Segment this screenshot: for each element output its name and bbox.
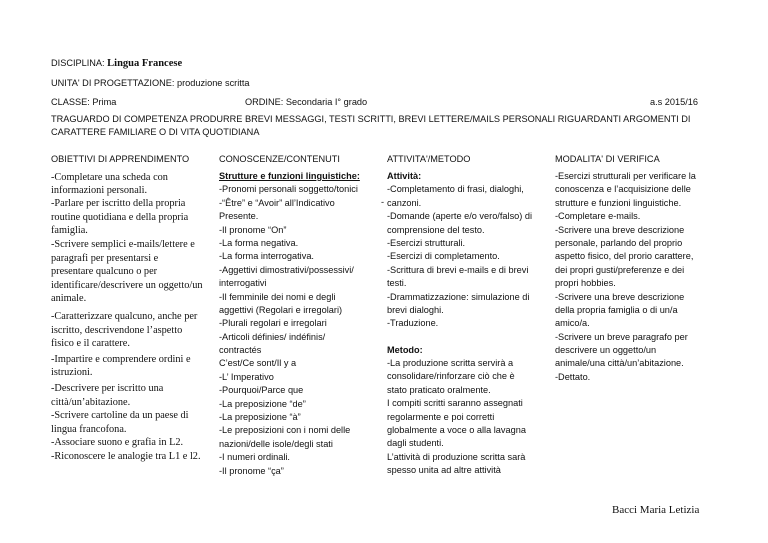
modalita-line: strutture e funzioni linguistiche. <box>555 197 682 208</box>
obiettivi-line: istruzioni. <box>51 367 93 379</box>
metodo-line: I compiti scritti saranno assegnati <box>387 398 523 409</box>
heading-obiettivi: OBIETTIVI DI APPRENDIMENTO <box>51 154 190 164</box>
obiettivi-line: fisico e il carattere. <box>51 338 130 350</box>
modalita-line: dei propri gusti/preferenze e dei <box>555 264 685 275</box>
obiettivi-line: lingua francofona. <box>51 423 127 435</box>
conoscenze-line: -Plurali regolari e irregolari <box>219 318 327 329</box>
modalita-line: -Completare e-mails. <box>555 211 641 222</box>
attivita-line: -Drammatizzazione: simulazione di <box>387 291 530 302</box>
obiettivi-line: -Scrivere semplici e-mails/lettere e <box>51 238 195 250</box>
conoscenze-line: -L’ Imperativo <box>219 371 274 382</box>
metodo-line: -La produzione scritta servirà a <box>387 358 514 369</box>
obiettivi-line: presentare qualcuno o per <box>51 266 158 278</box>
conoscenze-line: aggettivi (Regolari e irregolari) <box>219 304 343 315</box>
modalita-line: descrivere un oggetto/un <box>555 345 657 356</box>
conoscenze-line: -I numeri ordinali. <box>219 452 290 463</box>
modalita-line: -Scrivere un breve paragrafo per <box>555 331 688 342</box>
obiettivi-line: -Scrivere cartoline da un paese di <box>51 410 189 422</box>
conoscenze-line: nazioni/delle isole/degli stati <box>219 438 333 449</box>
modalita-line: animale/una città/un’abitazione. <box>555 358 684 369</box>
modalita-line: aspetto fisico, del prorio carattere, <box>555 251 694 262</box>
attivita-line: testi. <box>387 278 407 289</box>
conoscenze-line: -La preposizione “à” <box>219 412 301 423</box>
metodo-title: Metodo: <box>387 344 423 355</box>
modalita-line: -Scrivere una breve descrizione <box>555 224 685 235</box>
disciplina-value: Lingua Francese <box>107 58 183 69</box>
obiettivi-line: identificare/descrivere un oggetto/un <box>51 279 203 291</box>
attivita-line: -Esercizi strutturali. <box>387 237 466 248</box>
conoscenze-title: Strutture e funzioni linguistiche: <box>219 171 360 181</box>
obiettivi-line: -Completare una scheda con <box>51 172 168 183</box>
metodo-line: dagli studenti. <box>387 438 444 449</box>
heading-modalita: MODALITA' DI VERIFICA <box>555 154 660 164</box>
attivita-column <box>387 170 555 478</box>
conoscenze-line: -Pourquoi/Parce que <box>219 385 304 396</box>
metodo-line: regolarmente e poi corretti <box>387 411 495 422</box>
attivita-line: brevi dialoghi. <box>387 304 444 315</box>
conoscenze-line: -Pronomi personali soggetto/tonici <box>219 184 358 195</box>
metodo-line: spesso unita ad altre attività <box>387 465 501 476</box>
modalita-column <box>555 170 715 384</box>
obiettivi-line: città/un’abitazione. <box>51 396 131 408</box>
metodo-title-wrap <box>387 344 555 357</box>
obiettivi-line: routine quotidiana e della propria <box>51 211 189 223</box>
attivita-title: Attività: <box>387 171 422 181</box>
conoscenze-line: -Il pronome “On” <box>219 224 287 235</box>
ordine-line: ORDINE: Secondaria I° grado <box>245 97 368 107</box>
modalita-line: conoscenza e l’acquisizione delle <box>555 184 691 195</box>
attivita-line: canzoni. <box>387 197 422 208</box>
conoscenze-line: -La forma interrogativa. <box>219 251 314 262</box>
conoscenze-line: -“Être” e “Avoir” all’Indicativo <box>219 197 335 208</box>
conoscenze-column <box>219 170 387 478</box>
obiettivi-line: -Riconoscere le analogie tra L1 e l2. <box>51 450 201 462</box>
conoscenze-line: contractés <box>219 345 262 356</box>
obiettivi-line: informazioni personali. <box>51 184 148 196</box>
modalita-line: -Esercizi strutturali per verificare la <box>555 171 696 181</box>
heading-attivita: ATTIVITA'/METODO <box>387 154 471 164</box>
conoscenze-line: -La preposizione “de” <box>219 398 306 409</box>
attivita-line: -Domande (aperte e/o vero/falso) di <box>387 211 533 222</box>
conoscenze-line: interrogativi <box>219 278 267 289</box>
heading-conoscenze: CONOSCENZE/CONTENUTI <box>219 154 340 164</box>
classe-line: CLASSE: Prima <box>51 97 117 107</box>
obiettivi-line: -Parlare per iscritto della propria <box>51 198 186 210</box>
conoscenze-line: -La forma negativa. <box>219 237 299 248</box>
conoscenze-line: -Articoli définies/ indéfinis/ <box>219 331 326 342</box>
metodo-line: L’attività di produzione scritta sarà <box>387 451 526 462</box>
obiettivi-line: -Caratterizzare qualcuno, anche per <box>51 310 198 322</box>
attivita-line: -Esercizi di completamento. <box>387 251 500 262</box>
conoscenze-dash: - <box>381 197 385 207</box>
conoscenze-line: Presente. <box>219 211 259 222</box>
conoscenze-line: C’est/Ce sont/Il y a <box>219 358 297 369</box>
obiettivi-line: -Descrivere per iscritto una <box>51 382 164 394</box>
modalita-line: -Dettato. <box>555 371 591 382</box>
obiettivi-line: famiglia. <box>51 225 88 237</box>
metodo-line: globalmente a voce o alla lavagna <box>387 425 526 436</box>
traguardo-line-2: CARATTERE FAMILIARE O DI VITA QUOTIDIANA <box>51 127 260 137</box>
signature: Bacci Maria Letizia <box>612 504 700 516</box>
modalita-line: propri hobbies. <box>555 278 616 289</box>
attivita-line: -Completamento di frasi, dialoghi, <box>387 184 524 195</box>
conoscenze-line: -Il femminile dei nomi e degli <box>219 291 336 302</box>
metodo-line: stato praticato oralmente. <box>387 384 491 395</box>
modalita-line: -Scrivere una breve descrizione <box>555 291 685 302</box>
obiettivi-line: iscritto, descrivendone l’aspetto <box>51 324 183 336</box>
conoscenze-line: -Le preposizioni con i nomi delle <box>219 425 351 436</box>
unita-line: UNITA' DI PROGETTAZIONE: produzione scritta <box>51 78 250 88</box>
metodo-line: consolidare/rinforzare ciò che è <box>387 371 515 382</box>
attivita-line: -Scrittura di brevi e-mails e di brevi <box>387 264 529 275</box>
obiettivi-line: animale. <box>51 293 87 305</box>
disciplina-line <box>51 58 182 69</box>
attivita-line: comprensione del testo. <box>387 224 485 235</box>
conoscenze-line: -Aggettivi dimostrativi/possessivi/ <box>219 264 354 275</box>
conoscenze-line: -Il pronome “ça” <box>219 465 284 476</box>
traguardo-line-1: TRAGUARDO DI COMPETENZA PRODURRE BREVI MESSAGGI, TESTI SCRITTI, BREVI LETTERE/MAILS PERSONALI RIGUARDANTI ARGOMENTI DI <box>51 114 691 124</box>
obiettivi-line: -Associare suono e grafia in L2. <box>51 437 184 449</box>
obiettivi-line: paragrafi per presentarsi e <box>51 252 159 264</box>
attivita-line: -Traduzione. <box>387 318 439 329</box>
modalita-line: della propria famiglia o di un/a <box>555 304 678 315</box>
obiettivi-column <box>51 171 221 464</box>
modalita-line: personale, parlando del proprio <box>555 237 683 248</box>
obiettivi-line: -Impartire e comprendere ordini e <box>51 353 191 365</box>
anno-scolastico: a.s 2015/16 <box>650 97 699 107</box>
disciplina-label: DISCIPLINA: <box>51 58 105 68</box>
modalita-line: amico/a. <box>555 318 590 329</box>
